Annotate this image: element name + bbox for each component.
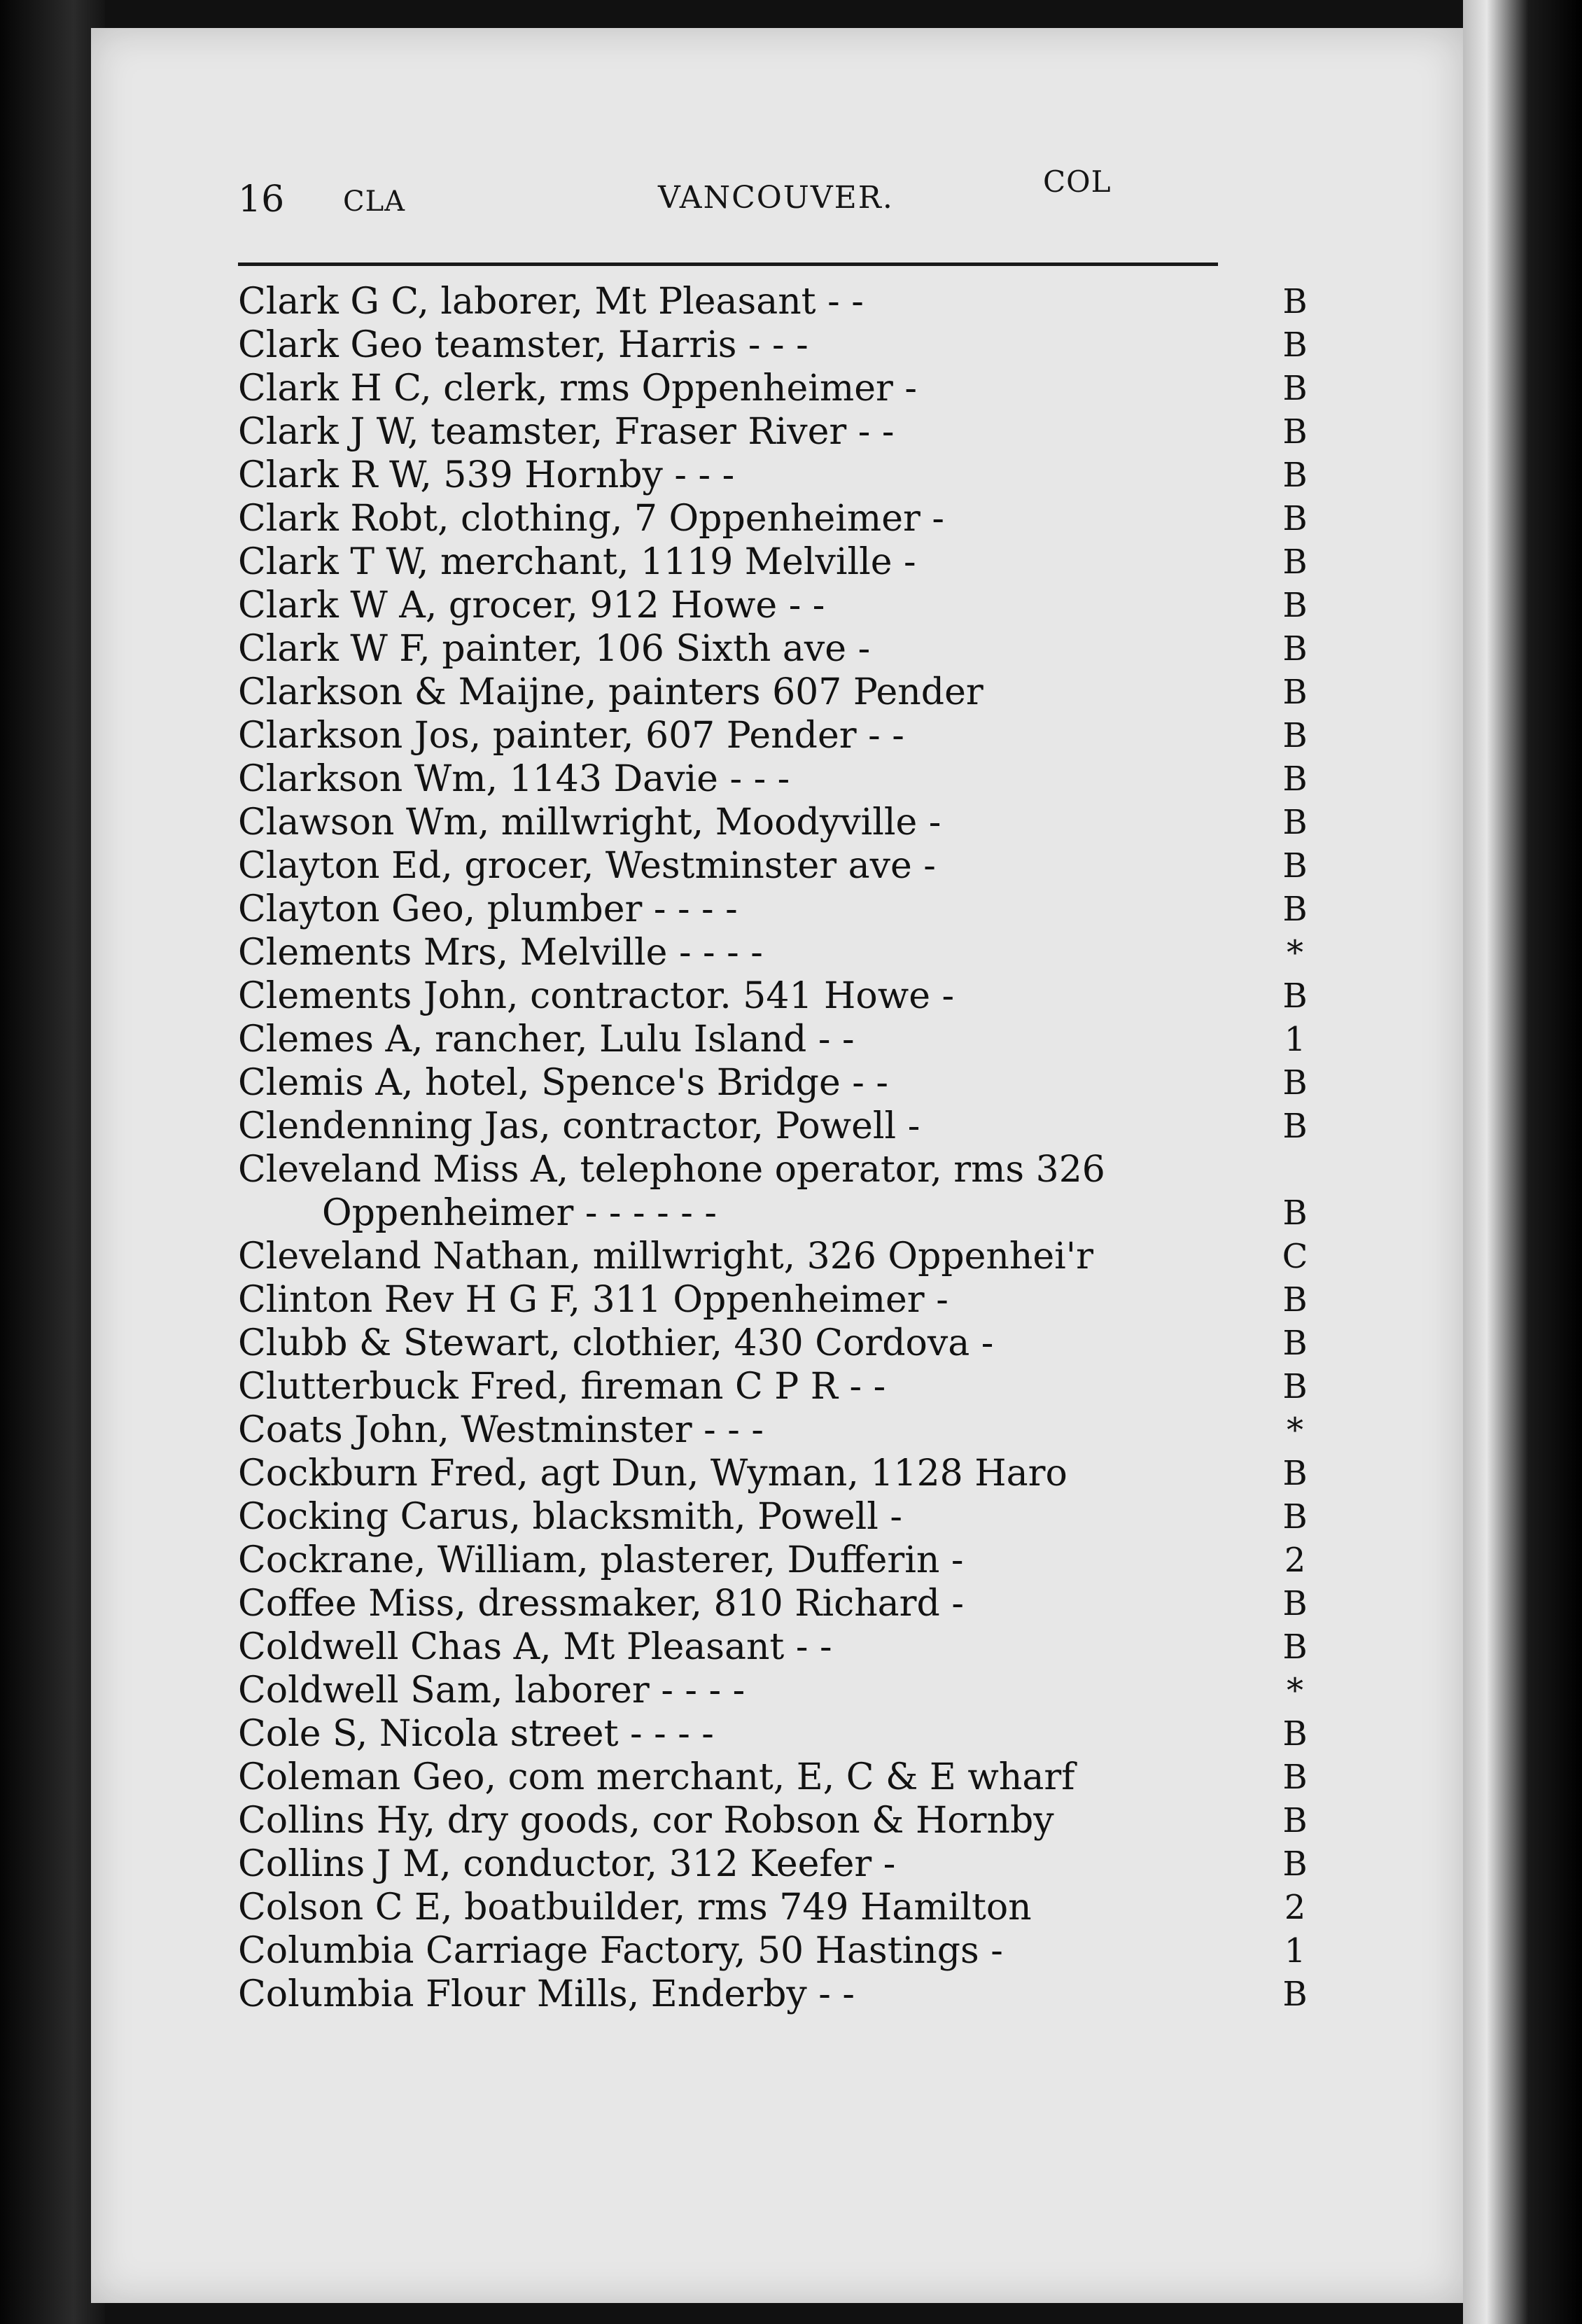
- entry-text: Clark J W, teamster, Fraser River - -: [238, 411, 895, 453]
- entry-code: B: [1282, 499, 1308, 538]
- page-title: VANCOUVER.: [658, 180, 894, 216]
- entry-code: B: [1282, 1628, 1308, 1667]
- entry-code: B: [1282, 412, 1308, 451]
- entry-text: Clarkson & Maijne, painters 607 Pender: [238, 671, 983, 713]
- entry-code: B: [1282, 586, 1308, 625]
- entry-code: B: [1282, 1063, 1308, 1102]
- entry-text: Clayton Ed, grocer, Westminster ave -: [238, 845, 936, 887]
- directory-entry: [238, 584, 1316, 627]
- directory-entry: [238, 1973, 1316, 2016]
- directory-entry: [238, 1148, 1316, 1235]
- entry-text: Columbia Carriage Factory, 50 Hastings -: [238, 1930, 1003, 1972]
- entry-text: Clendenning Jas, contractor, Powell -: [238, 1105, 920, 1147]
- entry-code: B: [1282, 1844, 1308, 1884]
- directory-entry: [238, 671, 1316, 714]
- directory-entry: [238, 1452, 1316, 1495]
- entry-code: B: [1282, 1758, 1308, 1797]
- entry-code: B: [1282, 629, 1308, 668]
- entry-text: Coleman Geo, com merchant, E, C & E wharf: [238, 1756, 1075, 1798]
- entry-text: Collins J M, conductor, 312 Keefer -: [238, 1843, 896, 1885]
- directory-entry: [238, 1061, 1316, 1105]
- entry-code: C: [1282, 1237, 1308, 1276]
- right-guide-word: COL: [1043, 164, 1112, 199]
- page-number: 16: [238, 178, 285, 220]
- directory-entry: [238, 1669, 1316, 1712]
- entry-code: B: [1282, 1714, 1308, 1754]
- directory-entry: [238, 1235, 1316, 1278]
- entry-text: Coldwell Sam, laborer - - - -: [238, 1670, 746, 1712]
- entry-text: Clark Geo teamster, Harris - - -: [238, 324, 808, 366]
- entry-code: B: [1282, 760, 1308, 799]
- entry-code: B: [1282, 1801, 1308, 1840]
- directory-entry: [238, 280, 1316, 323]
- entry-text: Clutterbuck Fred, fireman C P R - -: [238, 1366, 886, 1408]
- entry-text: Clayton Geo, plumber - - - -: [238, 888, 738, 930]
- entry-code: B: [1282, 1324, 1308, 1363]
- header-rule: [238, 262, 1218, 266]
- directory-entry: [238, 1408, 1316, 1452]
- entry-text: Clark W A, grocer, 912 Howe - -: [238, 584, 825, 626]
- entry-text: Clinton Rev H G F, 311 Oppenheimer -: [238, 1279, 948, 1321]
- entry-text: Clawson Wm, millwright, Moodyville -: [238, 802, 941, 844]
- entry-text: Columbia Flour Mills, Enderby - -: [238, 1973, 855, 2015]
- entry-text: Clements John, contractor. 541 Howe -: [238, 975, 955, 1017]
- directory-entry: [238, 1756, 1316, 1799]
- directory-entry: [238, 1799, 1316, 1842]
- entry-code: B: [1282, 1975, 1308, 2014]
- entry-text: Clemis A, hotel, Spence's Bridge - -: [238, 1062, 888, 1104]
- entry-code: B: [1282, 1107, 1308, 1146]
- directory-entries: [238, 280, 1316, 2016]
- entry-continuation: Oppenheimer - - - - - -: [322, 1192, 717, 1234]
- entry-code: B: [1282, 716, 1308, 755]
- book-binding: [0, 0, 105, 2324]
- directory-entry: [238, 1018, 1316, 1061]
- directory-entry: [238, 1929, 1316, 1973]
- entry-code: B: [1282, 1367, 1308, 1406]
- directory-entry: [238, 888, 1316, 931]
- entry-code: 1: [1284, 1020, 1306, 1059]
- entry-code: 1: [1284, 1931, 1306, 1970]
- entry-code: *: [1287, 1410, 1303, 1450]
- entry-text: Coffee Miss, dressmaker, 810 Richard -: [238, 1583, 964, 1625]
- directory-entry: [238, 1842, 1316, 1886]
- directory-entry: [238, 974, 1316, 1018]
- directory-entry: [238, 454, 1316, 497]
- entry-code: B: [1282, 673, 1308, 712]
- directory-entry: [238, 1625, 1316, 1669]
- entry-text: Clark R W, 539 Hornby - - -: [238, 454, 735, 496]
- directory-entry: [238, 627, 1316, 671]
- directory-entry: [238, 931, 1316, 974]
- directory-entry: [238, 1365, 1316, 1408]
- entry-text: Colson C E, boatbuilder, rms 749 Hamilton: [238, 1886, 1032, 1928]
- directory-entry: [238, 367, 1316, 410]
- entry-text: Coats John, Westminster - - -: [238, 1409, 764, 1451]
- entry-text: Clark G C, laborer, Mt Pleasant - -: [238, 281, 864, 323]
- directory-entry: [238, 1322, 1316, 1365]
- directory-entry: [238, 757, 1316, 801]
- entry-text: Cleveland Nathan, millwright, 326 Oppenhei'r: [238, 1236, 1093, 1278]
- entry-code: B: [1282, 542, 1308, 582]
- entry-text: Cleveland Miss A, telephone operator, rms 326: [238, 1149, 1105, 1191]
- entry-text: Clements Mrs, Melville - - - -: [238, 932, 763, 974]
- entry-code: 2: [1284, 1888, 1306, 1927]
- entry-text: Coldwell Chas A, Mt Pleasant - -: [238, 1626, 832, 1668]
- entry-code: B: [1282, 326, 1308, 365]
- entry-code: B: [1282, 456, 1308, 495]
- directory-entry: [238, 1886, 1316, 1929]
- entry-code: B: [1282, 1194, 1308, 1233]
- directory-entry: [238, 1278, 1316, 1322]
- running-header: [238, 164, 1239, 248]
- entry-text: Clemes A, rancher, Lulu Island - -: [238, 1018, 855, 1060]
- entry-text: Cockrane, William, plasterer, Dufferin -: [238, 1539, 964, 1581]
- directory-entry: [238, 844, 1316, 888]
- entry-text: Clark H C, clerk, rms Oppenheimer -: [238, 368, 917, 410]
- entry-text: Cole S, Nicola street - - - -: [238, 1713, 714, 1755]
- directory-entry: [238, 714, 1316, 757]
- entry-text: Clark T W, merchant, 1119 Melville -: [238, 541, 916, 583]
- entry-code: *: [1287, 933, 1303, 972]
- directory-entry: [238, 410, 1316, 454]
- directory-entry: [238, 1539, 1316, 1582]
- entry-code: B: [1282, 1497, 1308, 1536]
- directory-entry: [238, 1582, 1316, 1625]
- entry-text: Cocking Carus, blacksmith, Powell -: [238, 1496, 902, 1538]
- directory-entry: [238, 1495, 1316, 1539]
- entry-code: B: [1282, 1584, 1308, 1623]
- entry-code: B: [1282, 1454, 1308, 1493]
- entry-code: 2: [1284, 1541, 1306, 1580]
- directory-entry: [238, 1105, 1316, 1148]
- directory-entry: [238, 801, 1316, 844]
- entry-code: *: [1287, 1671, 1303, 1710]
- entry-text: Collins Hy, dry goods, cor Robson & Hornby: [238, 1800, 1054, 1842]
- entry-text: Clubb & Stewart, clothier, 430 Cordova -: [238, 1322, 994, 1364]
- entry-text: Clarkson Wm, 1143 Davie - - -: [238, 758, 790, 800]
- entry-code: B: [1282, 1280, 1308, 1320]
- entry-text: Cockburn Fred, agt Dun, Wyman, 1128 Haro: [238, 1452, 1068, 1494]
- directory-entry: [238, 497, 1316, 540]
- directory-entry: [238, 323, 1316, 367]
- entry-code: B: [1282, 282, 1308, 321]
- entry-code: B: [1282, 369, 1308, 408]
- entry-text: Clark Robt, clothing, 7 Oppenheimer -: [238, 498, 944, 540]
- directory-entry: [238, 540, 1316, 584]
- entry-text: Clark W F, painter, 106 Sixth ave -: [238, 628, 871, 670]
- left-guide-word: CLA: [343, 186, 406, 218]
- entry-code: B: [1282, 846, 1308, 886]
- directory-entry: [238, 1712, 1316, 1756]
- entry-code: B: [1282, 890, 1308, 929]
- entry-code: B: [1282, 803, 1308, 842]
- entry-code: B: [1282, 976, 1308, 1016]
- entry-text: Clarkson Jos, painter, 607 Pender - -: [238, 715, 904, 757]
- page-edge: [1463, 0, 1582, 2324]
